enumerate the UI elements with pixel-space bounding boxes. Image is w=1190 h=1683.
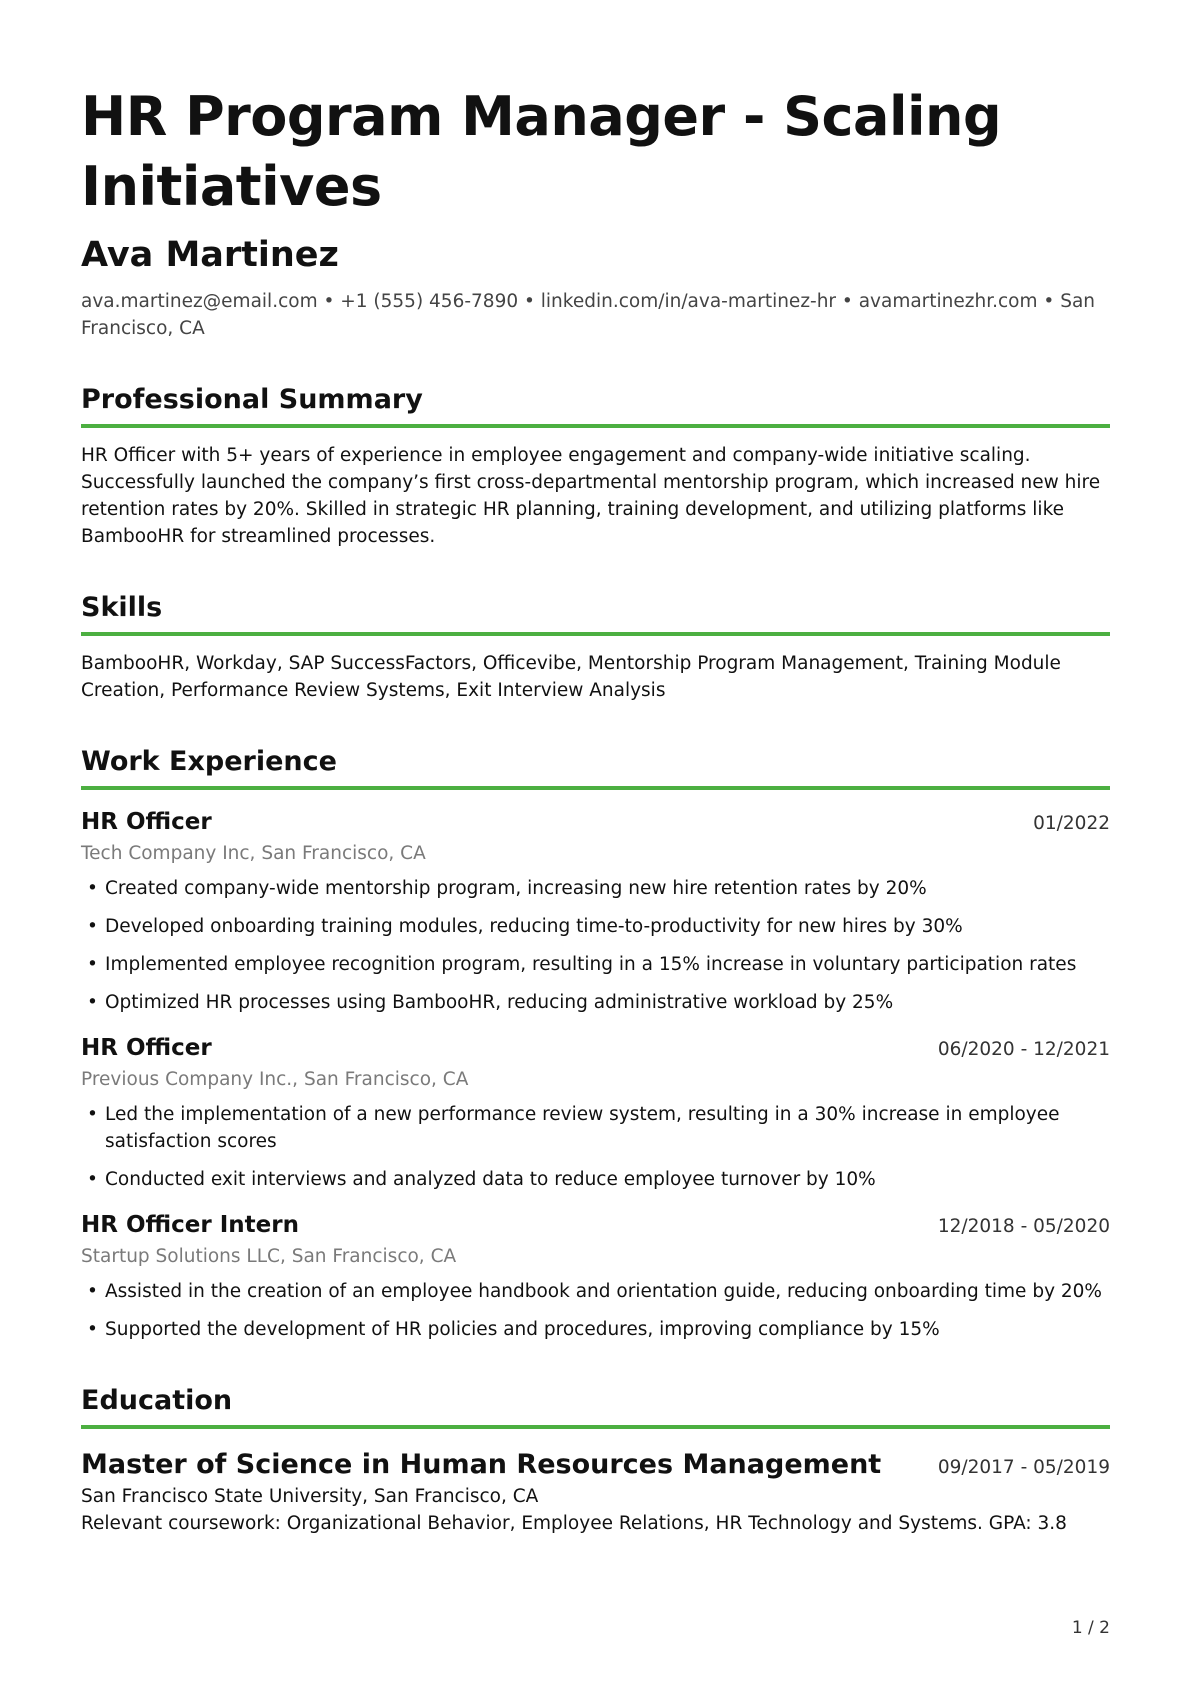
job-title: HR Officer	[81, 809, 212, 835]
education-details: Relevant coursework: Organizational Behavior, Employee Relations, HR Technology and Systems. GPA: 3.8	[81, 1513, 1067, 1534]
school-name: San Francisco State University, San Francisco, CA	[81, 1486, 539, 1507]
candidate-name: Ava Martinez	[81, 235, 339, 275]
bullet-text: Supported the development of HR policies and procedures, improving compliance by 15%	[105, 1319, 940, 1340]
skills-text: BambooHR, Workday, SAP SuccessFactors, Officevibe, Mentorship Program Management, Training Module Creation, Performance Review Systems, Exit Interview Analysis	[81, 653, 1061, 701]
job-bullets	[81, 875, 1110, 1016]
bullet-text: Developed onboarding training modules, reducing time-to-productivity for new hires by 30%	[105, 916, 963, 937]
bullet-text: Optimized HR processes using BambooHR, reducing administrative workload by 25%	[105, 992, 894, 1013]
list-item	[81, 1101, 1110, 1155]
list-item	[81, 875, 1110, 902]
bullet-icon: •	[87, 1104, 98, 1125]
page-number: 1 / 2	[1071, 1618, 1110, 1638]
education-header	[81, 1447, 1110, 1483]
bullet-icon: •	[87, 916, 98, 937]
job-company: Tech Company Inc, San Francisco, CA	[81, 843, 426, 864]
education-section	[81, 1383, 1110, 1537]
list-item	[81, 951, 1110, 978]
bullet-text: Led the implementation of a new performance review system, resulting in a 30% increase in employee satisfaction scores	[105, 1104, 1060, 1152]
summary-heading: Professional Summary	[81, 382, 1110, 428]
job-entry	[81, 1209, 1110, 1343]
bullet-icon: •	[87, 992, 98, 1013]
job-bullets	[81, 1101, 1110, 1193]
bullet-icon: •	[87, 878, 98, 899]
job-dates: 06/2020 - 12/2021	[937, 1039, 1110, 1060]
job-title: HR Officer Intern	[81, 1212, 299, 1238]
job-header	[81, 806, 1110, 838]
list-item	[81, 1316, 1110, 1343]
bullet-icon: •	[87, 1319, 98, 1340]
experience-heading: Work Experience	[81, 744, 1110, 790]
job-entry	[81, 806, 1110, 1016]
bullet-icon: •	[87, 954, 98, 975]
document-title: HR Program Manager - Scaling Initiatives	[81, 85, 1002, 218]
bullet-text: Implemented employee recognition program, resulting in a 15% increase in voluntary participation rates	[105, 954, 1077, 975]
bullet-text: Assisted in the creation of an employee handbook and orientation guide, reducing onboarding time by 20%	[105, 1281, 1103, 1302]
bullet-icon: •	[87, 1169, 98, 1190]
list-item	[81, 1278, 1110, 1305]
bullet-icon: •	[87, 1281, 98, 1302]
contact-line: ava.martinez@email.com • +1 (555) 456-7890 • linkedin.com/in/ava-martinez-hr • avamartinezhr.com • San Francisco, CA	[81, 291, 1096, 339]
skills-heading: Skills	[81, 590, 1110, 636]
bullet-text: Conducted exit interviews and analyzed data to reduce employee turnover by 10%	[105, 1169, 876, 1190]
job-header	[81, 1032, 1110, 1064]
job-dates: 01/2022	[1033, 813, 1110, 834]
job-company: Previous Company Inc., San Francisco, CA	[81, 1069, 469, 1090]
list-item	[81, 913, 1110, 940]
job-bullets	[81, 1278, 1110, 1343]
job-header	[81, 1209, 1110, 1241]
education-heading: Education	[81, 1383, 1110, 1429]
job-entry	[81, 1032, 1110, 1193]
skills-section	[81, 590, 1110, 704]
summary-section	[81, 382, 1110, 550]
education-dates: 09/2017 - 05/2019	[937, 1457, 1110, 1478]
job-dates: 12/2018 - 05/2020	[937, 1216, 1110, 1237]
experience-section	[81, 744, 1110, 1343]
job-company: Startup Solutions LLC, San Francisco, CA	[81, 1246, 457, 1267]
degree-title: Master of Science in Human Resources Management	[81, 1449, 882, 1480]
bullet-text: Created company-wide mentorship program, increasing new hire retention rates by 20%	[105, 878, 927, 899]
list-item	[81, 1166, 1110, 1193]
job-title: HR Officer	[81, 1035, 212, 1061]
list-item	[81, 989, 1110, 1016]
summary-text: HR Officer with 5+ years of experience in employee engagement and company-wide initiative scaling. Successfully launched the company’s first cross-departmental mentorship program, which increased new hire retention rates by 20%. Skilled in strategic HR planning, training development, and utilizing platforms like BambooHR for streamlined processes.	[81, 445, 1101, 547]
